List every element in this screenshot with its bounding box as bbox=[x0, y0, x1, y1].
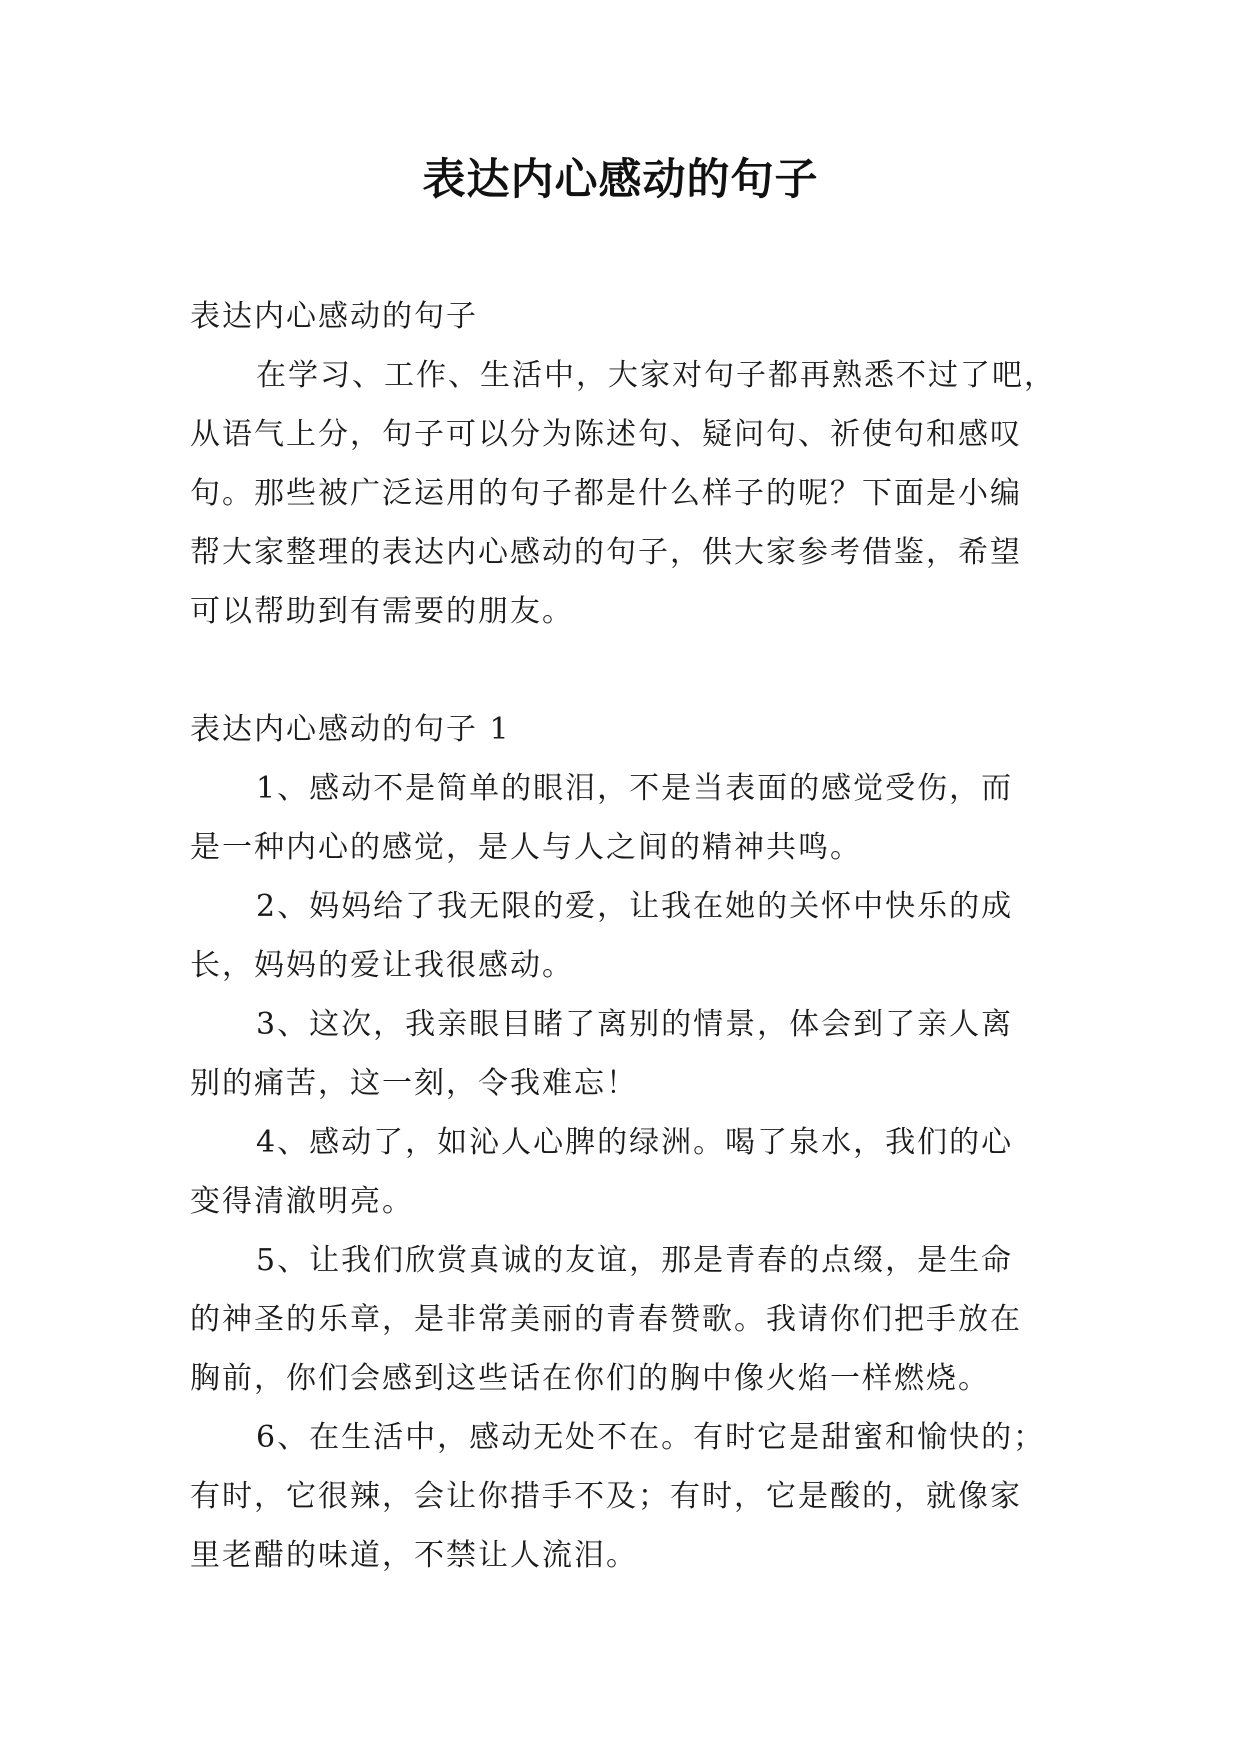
sentence-item-4 bbox=[190, 1113, 1055, 1231]
sentence-line: 4、感动了，如沁人心脾的绿洲。喝了泉水，我们的心 bbox=[256, 1125, 1014, 1160]
sentence-line: 胸前，你们会感到这些话在你们的胸中像火焰一样燃烧。 bbox=[190, 1361, 990, 1396]
section-heading: 表达内心感动的句子 1 bbox=[190, 712, 511, 747]
sentence-line: 的神圣的乐章，是非常美丽的青春赞歌。我请你们把手放在 bbox=[190, 1302, 1022, 1337]
sentence-item-5 bbox=[190, 1231, 1055, 1408]
sentence-line: 6、在生活中，感动无处不在。有时它是甜蜜和愉快的； bbox=[256, 1420, 1046, 1455]
sentence-line: 2、妈妈给了我无限的爱，让我在她的关怀中快乐的成 bbox=[256, 889, 1014, 924]
intro-line: 在学习、工作、生活中，大家对句子都再熟悉不过了吧， bbox=[256, 358, 1056, 393]
sentence-item-6 bbox=[190, 1408, 1055, 1585]
sentence-item-3 bbox=[190, 995, 1055, 1113]
sentence-line: 5、让我们欣赏真诚的友谊，那是青春的点缀，是生命 bbox=[256, 1243, 1014, 1278]
intro-line: 帮大家整理的表达内心感动的句子，供大家参考借鉴，希望 bbox=[190, 535, 1022, 570]
sentence-line: 是一种内心的感觉，是人与人之间的精神共鸣。 bbox=[190, 830, 862, 865]
sentence-line: 长，妈妈的爱让我很感动。 bbox=[190, 948, 574, 983]
sentence-line: 变得清澈明亮。 bbox=[190, 1184, 414, 1219]
intro-paragraph bbox=[190, 346, 1055, 641]
sentence-item-1 bbox=[190, 759, 1055, 877]
sentence-line: 有时，它很辣，会让你措手不及；有时，它是酸的，就像家 bbox=[190, 1479, 1022, 1514]
intro-heading: 表达内心感动的句子 bbox=[190, 299, 478, 334]
sentence-line: 别的痛苦，这一刻，令我难忘！ bbox=[190, 1066, 638, 1101]
sentence-line: 1、感动不是简单的眼泪，不是当表面的感觉受伤，而 bbox=[256, 771, 1014, 806]
intro-line: 从语气上分，句子可以分为陈述句、疑问句、祈使句和感叹 bbox=[190, 417, 1022, 452]
sentence-line: 里老醋的味道，不禁让人流泪。 bbox=[190, 1538, 638, 1573]
intro-line: 可以帮助到有需要的朋友。 bbox=[190, 594, 574, 629]
document-title: 表达内心感动的句子 bbox=[422, 155, 819, 205]
document-body bbox=[190, 287, 1055, 1585]
sentence-item-2 bbox=[190, 877, 1055, 995]
sentence-line: 3、这次，我亲眼目睹了离别的情景，体会到了亲人离 bbox=[256, 1007, 1014, 1042]
intro-line: 句。那些被广泛运用的句子都是什么样子的呢？下面是小编 bbox=[190, 476, 1022, 511]
